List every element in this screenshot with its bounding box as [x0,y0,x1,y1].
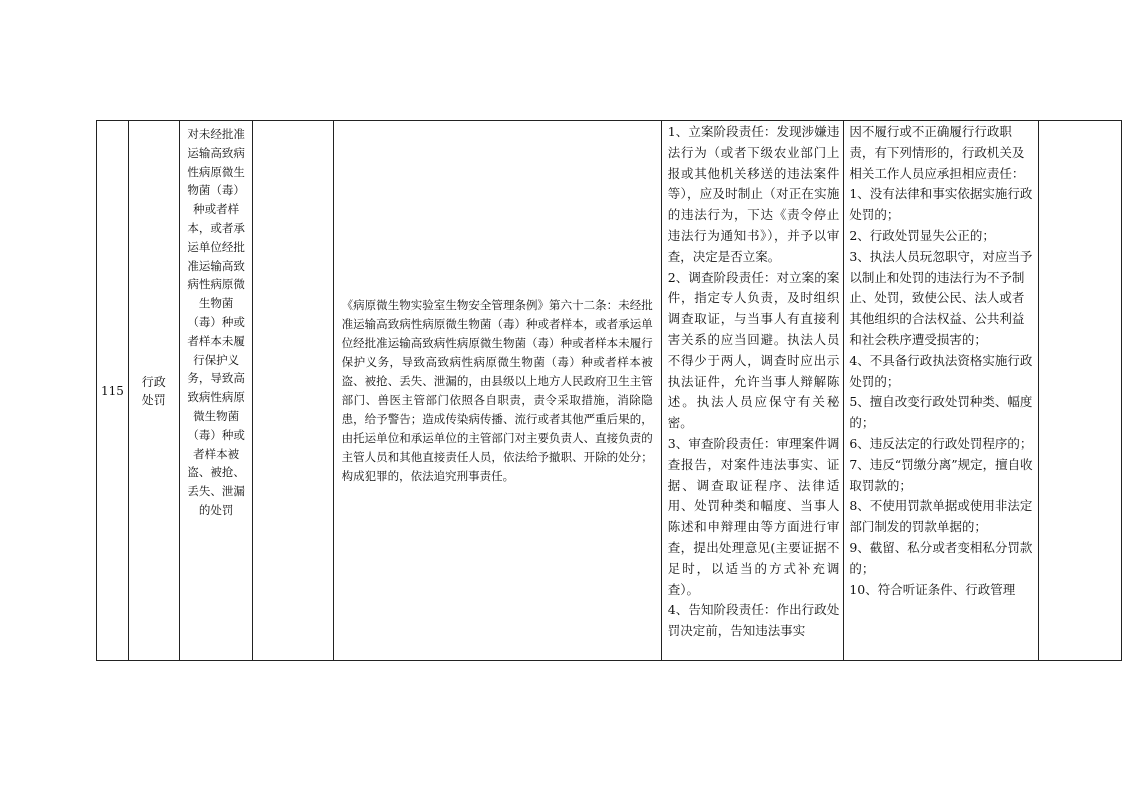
accountability-item: 7、违反“罚缴分离”规定，擅自收取罚款的； [849,456,1033,493]
responsibilities-cell [661,121,844,661]
accountability-item: 3、执法人员玩忽职守，对应当予以制止和处罚的违法行为不予制止、处罚，致使公民、法人或者其他组织的合法权益、公共利益和社会秩序遭受损害的； [849,248,1033,347]
accountability-item: 10、符合听证条件、行政管理 [849,581,1016,597]
sub-item-cell [253,121,333,661]
accountability-item: 2、行政处罚显失公正的； [849,227,995,243]
category-cell [128,121,179,661]
authority-table [96,120,1122,661]
item-name-cell: 对未经批准运输高致病性病原微生物菌（毒）种或者样本，或者承运单位经批准运输高致病性病原微生物菌（毒）种或者样本未履行保护义务，导致高致病性病原微生物菌（毒）种或者样本被盗、被抢、丢失、泄漏的处罚 [179,121,253,661]
row-number: 115 [97,121,129,661]
accountability-item: 1、没有法律和事实依据实施行政处罚的； [849,186,1033,223]
accountability-item: 4、不具备行政执法资格实施行政处罚的； [849,352,1033,389]
category-text: 行政处罚 [141,374,166,407]
table-row [97,121,1122,661]
accountability-item: 9、截留、私分或者变相私分罚款的； [849,539,1033,576]
legal-basis-cell: 《病原微生物实验室生物安全管理条例》第六十二条：未经批准运输高致病性病原微生物菌（毒）种或者样本，或者承运单位经批准运输高致病性病原微生物菌（毒）种或者样本未履行保护义务，导致高致病性病原微生物菌（毒）种或者样本被盗、被抢、丢失、泄漏的，由县级以上地方人民政府卫生主管部门、兽医主管部门依照各自职责，责令采取措施，消除隐患，给予警告；造成传染病传播、流行或者其他严重后果的，由托运单位和承运单位的主管部门对主要负责人、直接负责的主管人员和其他直接责任人员，依法给予撤职、开除的处分；构成犯罪的，依法追究刑事责任。 [333,121,661,661]
remarks-cell [1038,121,1121,661]
accountability-item: 8、不使用罚款单据或使用非法定部门制发的罚款单据的； [849,498,1033,535]
accountability-item: 因不履行或不正确履行行政职责，有下列情形的，行政机关及相关工作人员应承担相应责任： [849,124,1025,181]
responsibility-item: 1、立案阶段责任：发现涉嫌违法行为（或者下级农业部门上报或其他机关移送的违法案件等），应及时制止（对正在实施的违法行为，下达《责令停止违法行为通知书》），并予以审查，决定是否立案。 [667,124,840,264]
responsibility-item: 4、告知阶段责任：作出行政处罚决定前，告知违法事实 [667,602,840,639]
responsibility-item: 3、审查阶段责任：审理案件调查报告，对案件违法事实、证据、调查取证程序、法律适用、处罚种类和幅度、当事人陈述和申辩理由等方面进行审查，提出处理意见(主要证据不足时，以适当的方式补充调查）。 [667,435,840,597]
accountability-item: 6、违反法定的行政处罚程序的； [849,435,1033,451]
accountability-cell [844,121,1038,661]
accountability-item: 5、擅自改变行政处罚种类、幅度的； [849,394,1033,431]
responsibility-item: 2、调查阶段责任：对立案的案件，指定专人负责，及时组织调查取证，与当事人有直接利害关系的应当回避。执法人员不得少于两人，调查时应出示执法证件，允许当事人辩解陈述。执法人员应保守有关秘密。 [667,269,840,431]
